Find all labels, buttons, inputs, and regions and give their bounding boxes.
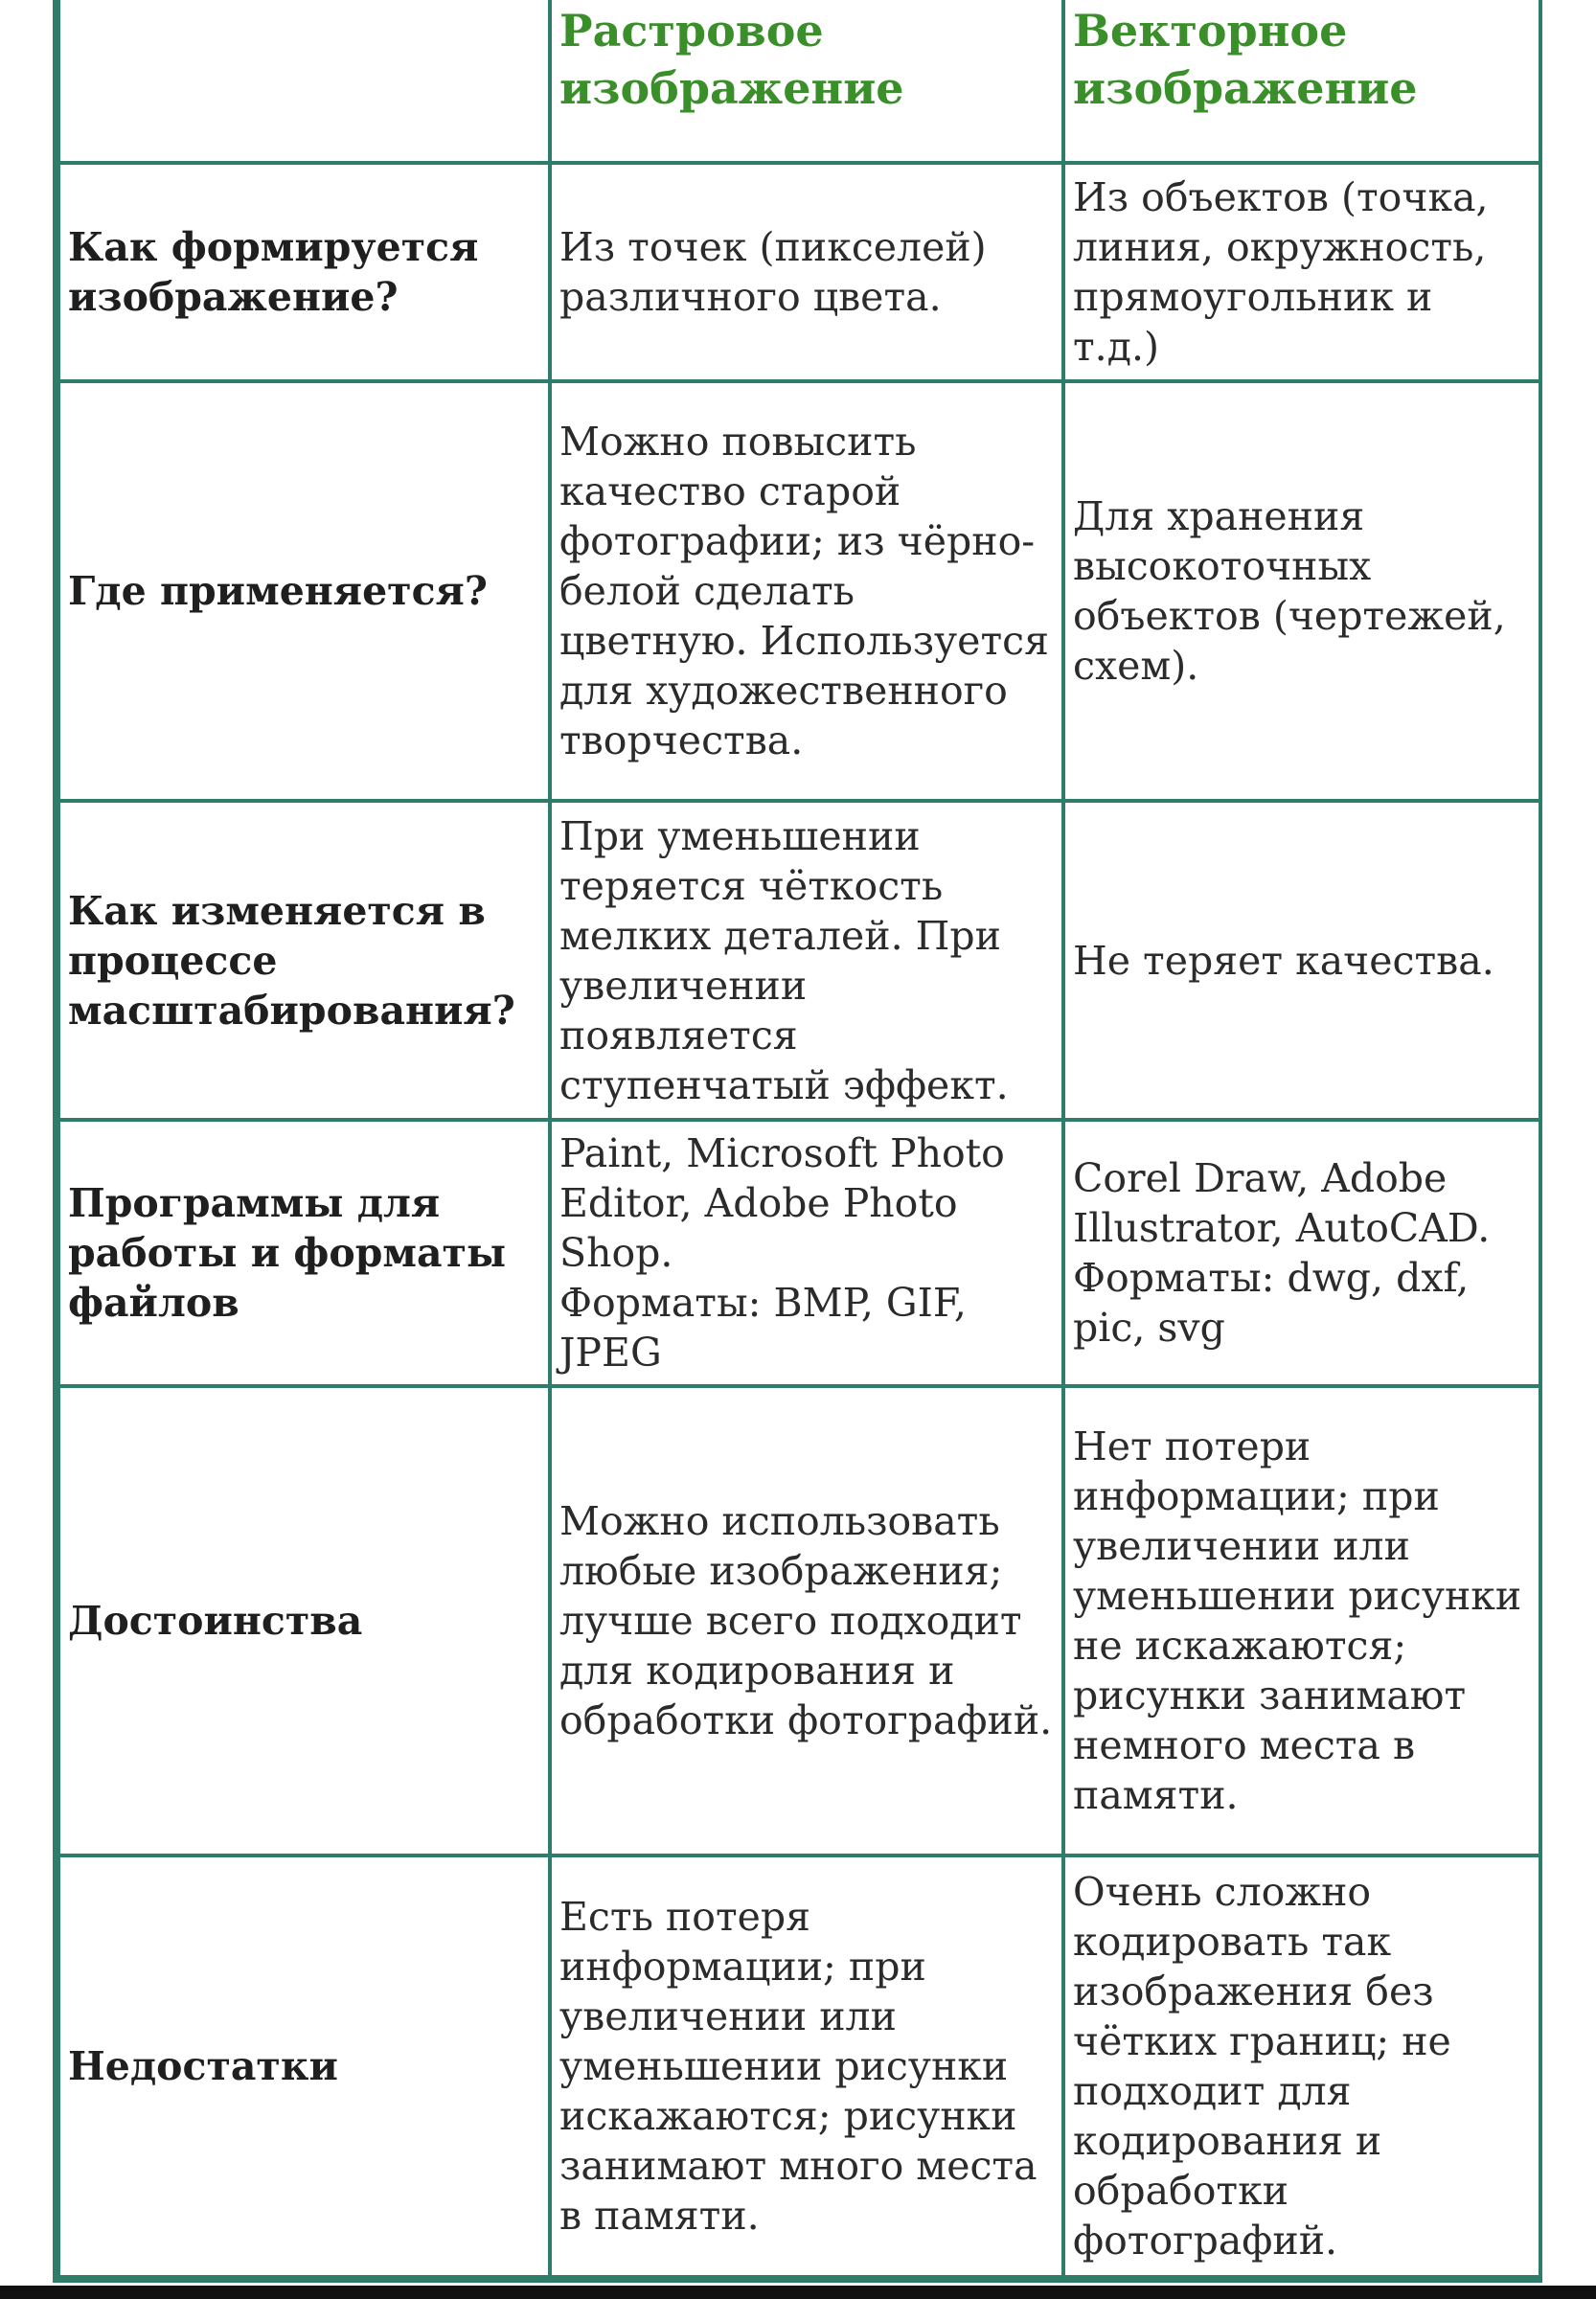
cell-vector-scaling: Не теряет качества. [1063,801,1540,1120]
bottom-edge-bar [0,2286,1596,2299]
header-row [58,0,1540,163]
cell-raster-disadvantages: Есть потеря информации; при увеличении или уменьшении рисунки искажаются; рисунки занимают много места в памяти. [550,1855,1063,2277]
comparison-table [53,0,1542,2283]
table-row [58,801,1540,1120]
cell-vector-formation: Из объектов (точка, линия, окружность, прямоугольник и т.д.) [1063,163,1540,381]
cell-raster-scaling: При уменьшении теряется чёткость мелких деталей. При увеличении появляется ступенчатый эффект. [550,801,1063,1120]
header-corner-cell [58,0,550,163]
row-label-usage: Где применяется? [58,381,550,801]
cell-vector-programs: Corel Draw, Adobe Illustrator, AutoCAD. Форматы: dwg, dxf, pic, svg [1063,1120,1540,1385]
header-raster: Растровое изображение [550,0,1063,163]
row-label-formation: Как формируется изображение? [58,163,550,381]
row-label-advantages: Достоинства [58,1386,550,1855]
cell-raster-usage: Можно повысить качество старой фотографии; из чёрно-белой сделать цветную. Используется для художественного творчества. [550,381,1063,801]
cell-vector-disadvantages: Очень сложно кодировать так изображения без чётких границ; не подходит для кодирования и обработки фотографий. [1063,1855,1540,2277]
table-row [58,1855,1540,2277]
header-vector: Векторное изображение [1063,0,1540,163]
cell-raster-programs: Paint, Microsoft Photo Editor, Adobe Photo Shop. Форматы: BMP, GIF, JPEG [550,1120,1063,1385]
comparison-table-grid [57,0,1542,2279]
table-row [58,381,1540,801]
table-row [58,163,1540,381]
table-row [58,1120,1540,1385]
cell-vector-advantages: Нет потери информации; при увеличении или уменьшении рисунки не искажаются; рисунки занимают немного места в памяти. [1063,1386,1540,1855]
cell-raster-advantages: Можно использовать любые изображения; лучше всего подходит для кодирования и обработки фотографий. [550,1386,1063,1855]
cell-vector-usage: Для хранения высокоточных объектов (чертежей, схем). [1063,381,1540,801]
row-label-disadvantages: Недостатки [58,1855,550,2277]
cell-raster-formation: Из точек (пикселей) различного цвета. [550,163,1063,381]
row-label-scaling: Как изменяется в процессе масштабирования? [58,801,550,1120]
row-label-programs: Программы для работы и форматы файлов [58,1120,550,1385]
table-row [58,1386,1540,1855]
